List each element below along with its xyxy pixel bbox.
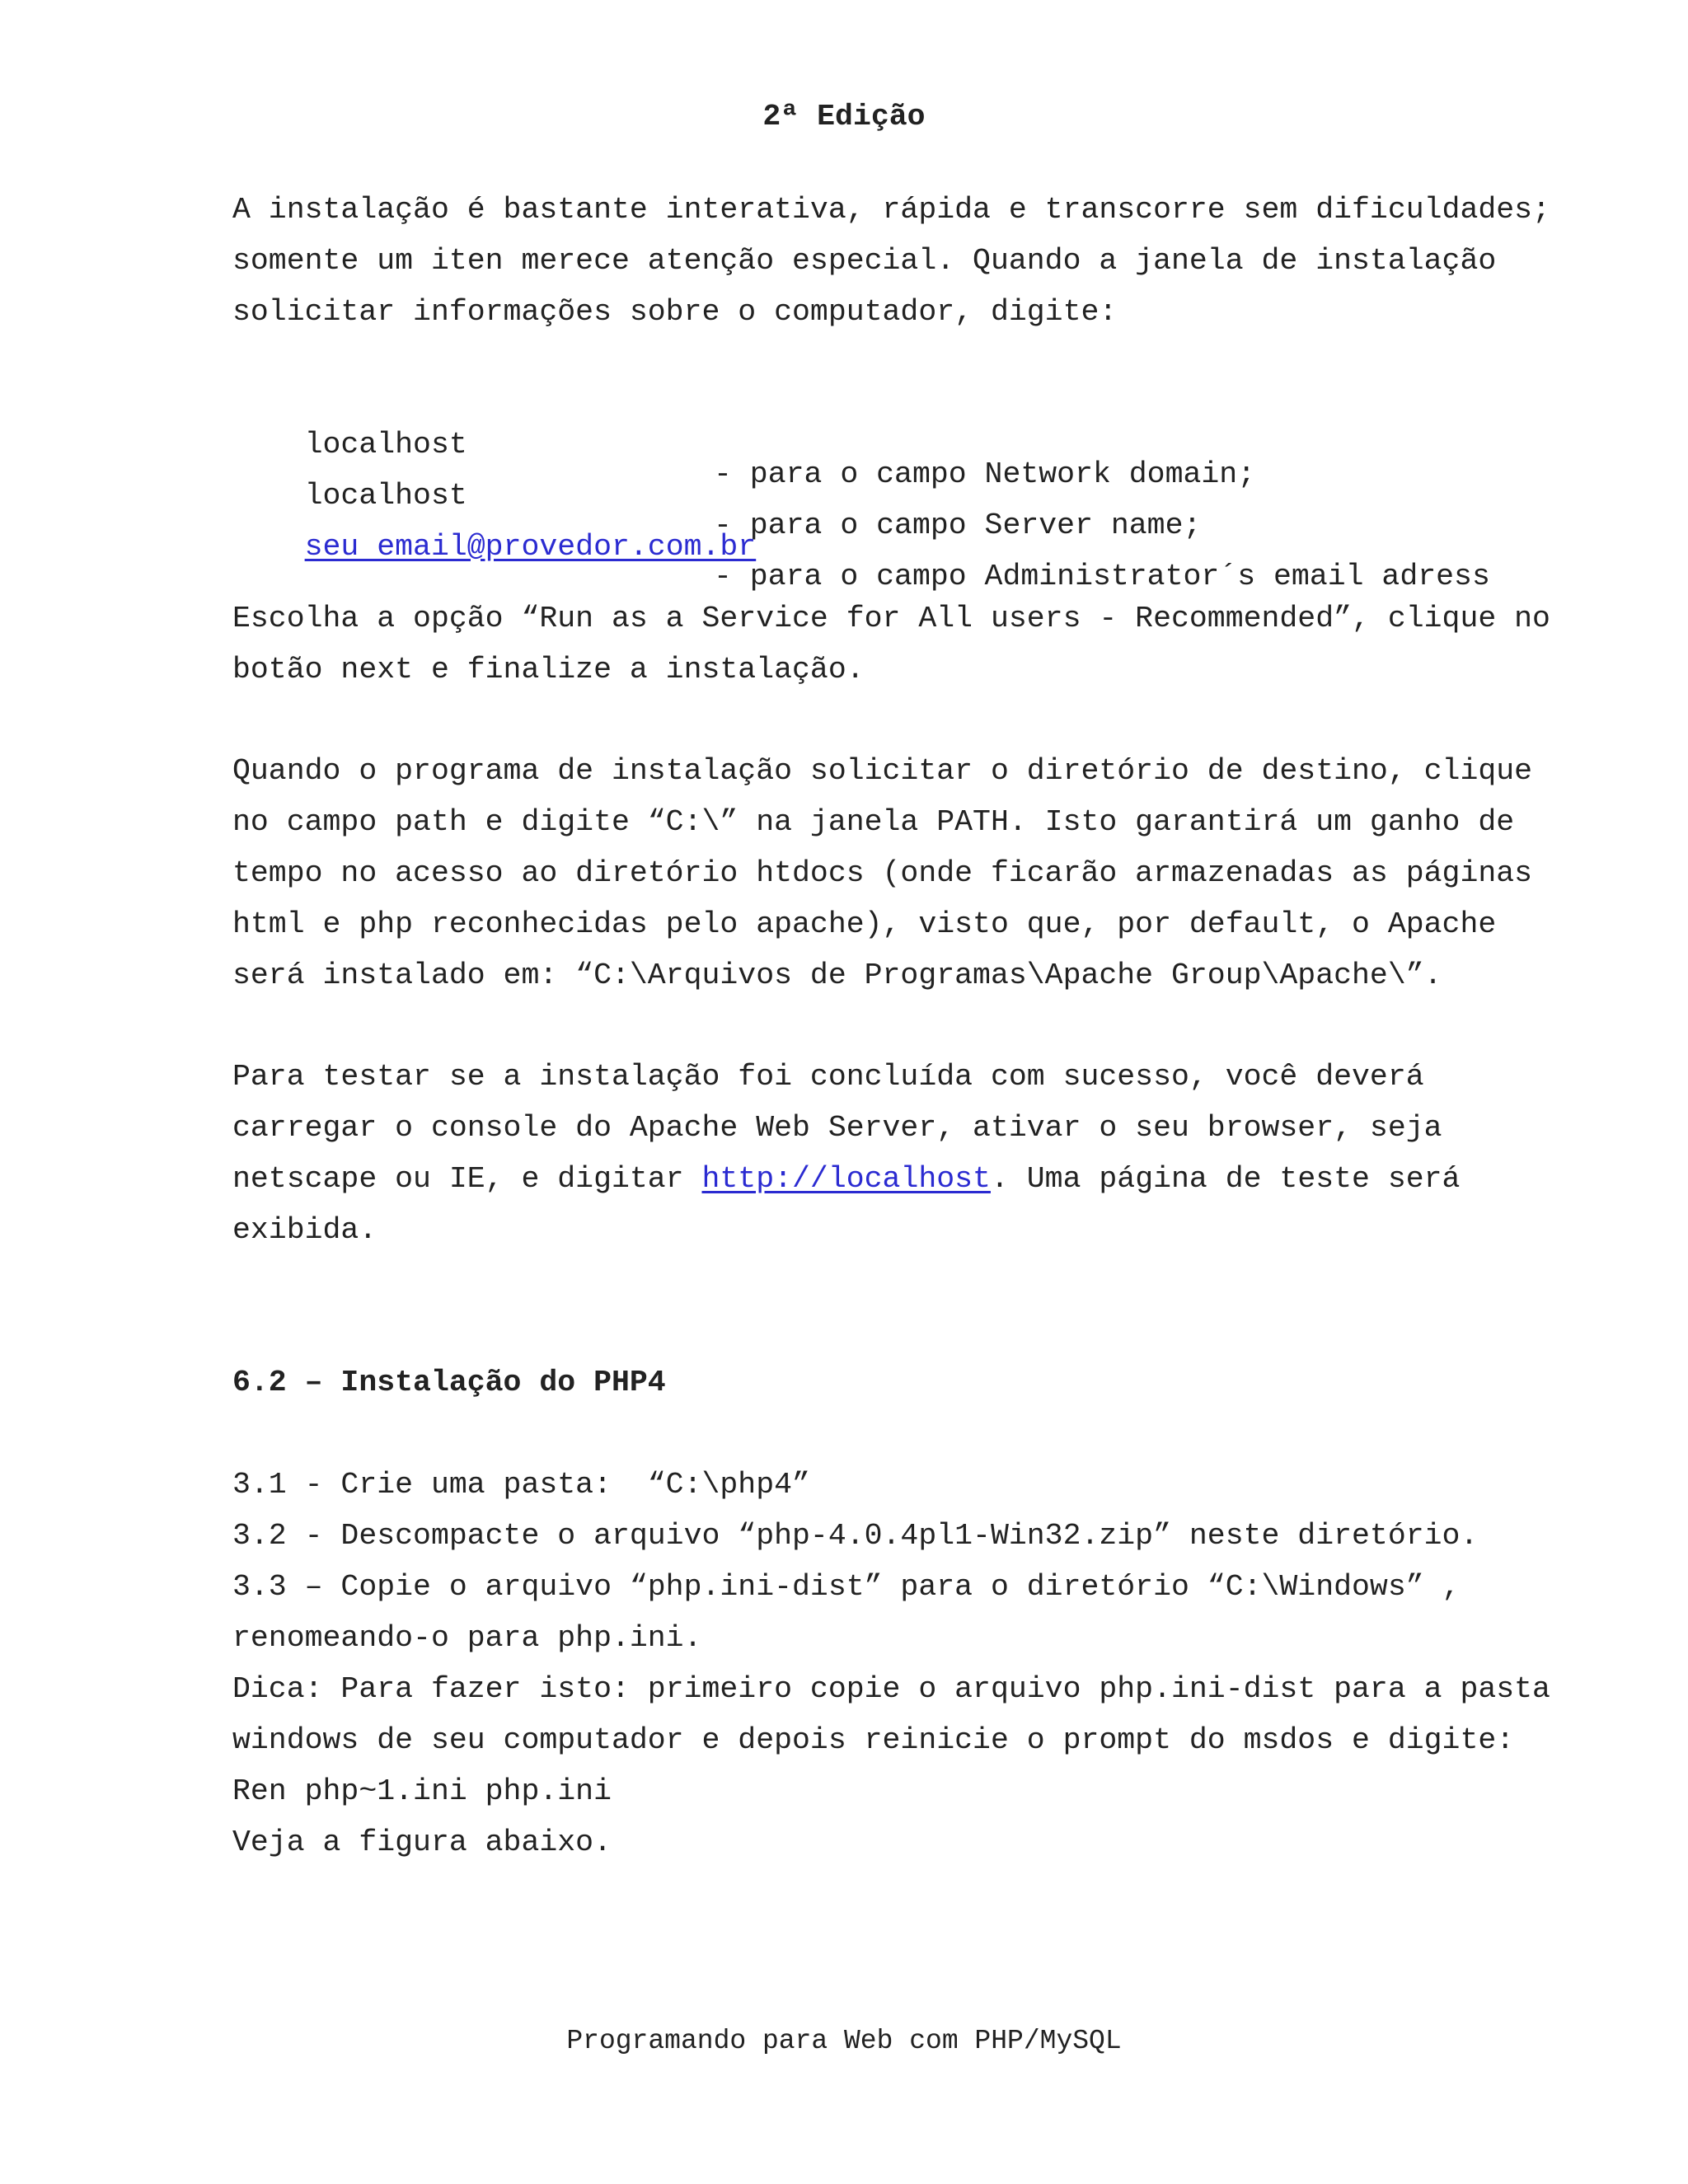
service-line-2: botão next e finalize a instalação. xyxy=(232,653,865,687)
path-line-5: será instalado em: “C:\Arquivos de Programas\Apache Group\Apache\”. xyxy=(232,958,1442,992)
admin-email-link[interactable]: seu email@provedor.com.br xyxy=(304,529,757,564)
step-line-6: windows de seu computador e depois reinicie o prompt do msdos e digite: xyxy=(232,1723,1515,1757)
section-heading: 6.2 – Instalação do PHP4 xyxy=(232,1366,666,1399)
field-description: - para o campo Server name; xyxy=(714,509,1202,542)
path-line-1: Quando o programa de instalação solicitar o diretório de destino, clique xyxy=(232,754,1533,788)
test-line-2: carregar o console do Apache Web Server, ativar o seu browser, seja xyxy=(232,1111,1442,1145)
field-description: - para o campo Network domain; xyxy=(714,457,1256,491)
step-line-1: 3.1 - Crie uma pasta: “C:\php4” xyxy=(232,1468,810,1502)
test-line-3-before: netscape ou IE, e digitar xyxy=(232,1162,702,1196)
field-description: - para o campo Administrator´s email adress xyxy=(714,560,1490,593)
field-value: localhost xyxy=(304,478,467,513)
field-value: localhost xyxy=(304,427,467,462)
localhost-link[interactable]: http://localhost xyxy=(701,1162,991,1196)
page-header-edition: 2ª Edição xyxy=(762,100,926,134)
path-line-2: no campo path e digite “C:\” na janela PATH. Isto garantirá um ganho de xyxy=(232,805,1515,839)
path-line-3: tempo no acesso ao diretório htdocs (onde ficarão armazenadas as páginas xyxy=(232,856,1533,890)
step-line-8: Veja a figura abaixo. xyxy=(232,1825,612,1859)
test-line-3-after: . Uma página de teste será xyxy=(990,1162,1461,1196)
test-line-3 xyxy=(232,1162,1461,1196)
step-line-7: Ren php~1.ini php.ini xyxy=(232,1774,612,1808)
path-line-4: html e php reconhecidas pelo apache), visto que, por default, o Apache xyxy=(232,907,1497,941)
page-footer: Programando para Web com PHP/MySQL xyxy=(566,2026,1122,2056)
step-line-5: Dica: Para fazer isto: primeiro copie o arquivo php.ini-dist para a pasta xyxy=(232,1672,1550,1706)
step-line-4: renomeando-o para php.ini. xyxy=(232,1621,702,1655)
test-line-1: Para testar se a instalação foi concluída com sucesso, você deverá xyxy=(232,1060,1424,1094)
step-line-3: 3.3 – Copie o arquivo “php.ini-dist” para o diretório “C:\Windows” , xyxy=(232,1570,1461,1604)
intro-line-1: A instalação é bastante interativa, rápida e transcorre sem dificuldades; xyxy=(232,193,1550,227)
intro-line-2: somente um iten merece atenção especial. Quando a janela de instalação xyxy=(232,244,1497,278)
step-line-2: 3.2 - Descompacte o arquivo “php-4.0.4pl1-Win32.zip” neste diretório. xyxy=(232,1519,1479,1553)
service-line-1: Escolha a opção “Run as a Service for All users - Recommended”, clique no xyxy=(232,602,1550,635)
test-line-4: exibida. xyxy=(232,1213,377,1247)
intro-line-3: solicitar informações sobre o computador, digite: xyxy=(232,295,1118,329)
